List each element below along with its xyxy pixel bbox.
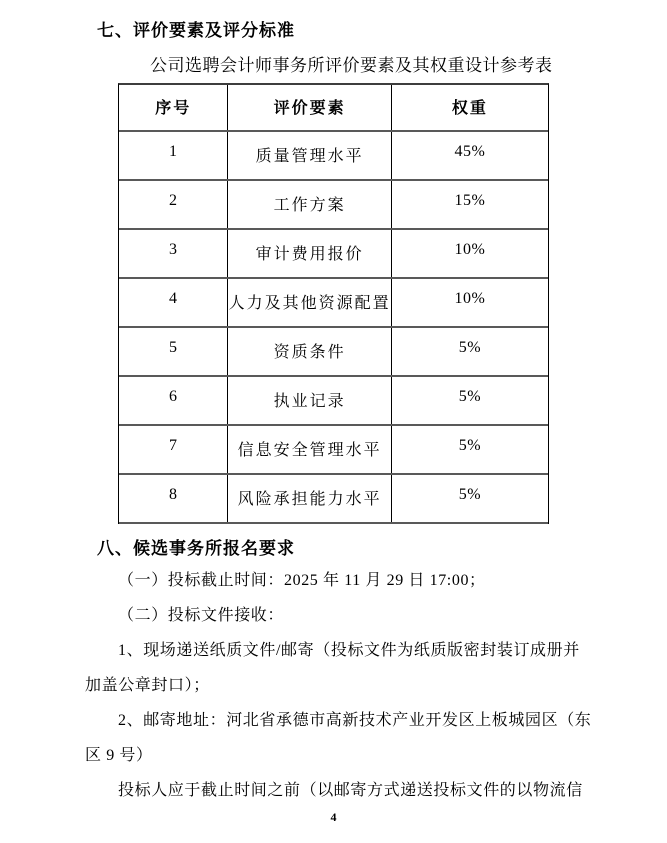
cell-weight: 45% — [454, 143, 486, 160]
cell-index: 6 — [119, 377, 228, 424]
cell-factor: 风险承担能力水平 — [228, 475, 391, 522]
paragraph-line-receiving: （二）投标文件接收： — [118, 607, 285, 624]
section-heading-registration-requirements: 八、候选事务所报名要求 — [97, 539, 295, 558]
column-header-factor: 评价要素 — [228, 85, 391, 130]
paragraph-line-before-deadline: 投标人应于截止时间之前（以邮寄方式递送投标文件的以物流信 — [118, 782, 583, 799]
cell-index: 1 — [119, 132, 228, 179]
cell-factor: 质量管理水平 — [228, 132, 391, 179]
table-title: 公司选聘会计师事务所评价要素及其权重设计参考表 — [150, 56, 553, 75]
paragraph-line-delivery-2: 加盖公章封口）； — [85, 677, 210, 694]
cell-index: 5 — [119, 328, 228, 375]
column-header-index: 序号 — [119, 85, 228, 130]
cell-index: 8 — [119, 475, 228, 522]
cell-factor: 资质条件 — [228, 328, 391, 375]
cell-weight: 5% — [458, 388, 482, 405]
paragraph-line-deadline: （一）投标截止时间：2025 年 11 月 29 日 17:00； — [118, 572, 486, 589]
cell-index: 7 — [119, 426, 228, 473]
table-row — [119, 132, 548, 181]
table-row — [119, 279, 548, 328]
cell-weight: 5% — [458, 486, 482, 503]
section-heading-evaluation-criteria: 七、评价要素及评分标准 — [97, 21, 295, 40]
cell-index: 3 — [119, 230, 228, 277]
page-number: 4 — [330, 810, 337, 824]
cell-factor: 人力及其他资源配置 — [228, 279, 391, 326]
table-row — [119, 475, 548, 524]
cell-factor: 信息安全管理水平 — [228, 426, 391, 473]
paragraph-line-address-2: 区 9 号） — [85, 747, 153, 764]
table-row — [119, 377, 548, 426]
table-row — [119, 426, 548, 475]
table-row — [119, 181, 548, 230]
cell-weight: 5% — [458, 339, 482, 356]
cell-index: 4 — [119, 279, 228, 326]
cell-weight: 5% — [458, 437, 482, 454]
cell-factor: 工作方案 — [228, 181, 391, 228]
paragraph-line-delivery-1: 1、现场递送纸质文件/邮寄（投标文件为纸质版密封装订成册并 — [118, 642, 580, 659]
cell-weight: 10% — [454, 290, 486, 307]
table-header-row — [119, 85, 548, 132]
cell-factor: 执业记录 — [228, 377, 391, 424]
cell-weight: 10% — [454, 241, 486, 258]
cell-factor: 审计费用报价 — [228, 230, 391, 277]
cell-weight: 15% — [454, 192, 486, 209]
table-row — [119, 230, 548, 279]
column-header-weight: 权重 — [451, 100, 488, 117]
paragraph-line-address-1: 2、邮寄地址：河北省承德市高新技术产业开发区上板城园区（东 — [118, 712, 592, 729]
cell-index: 2 — [119, 181, 228, 228]
table-row — [119, 328, 548, 377]
evaluation-weight-table — [118, 83, 549, 524]
